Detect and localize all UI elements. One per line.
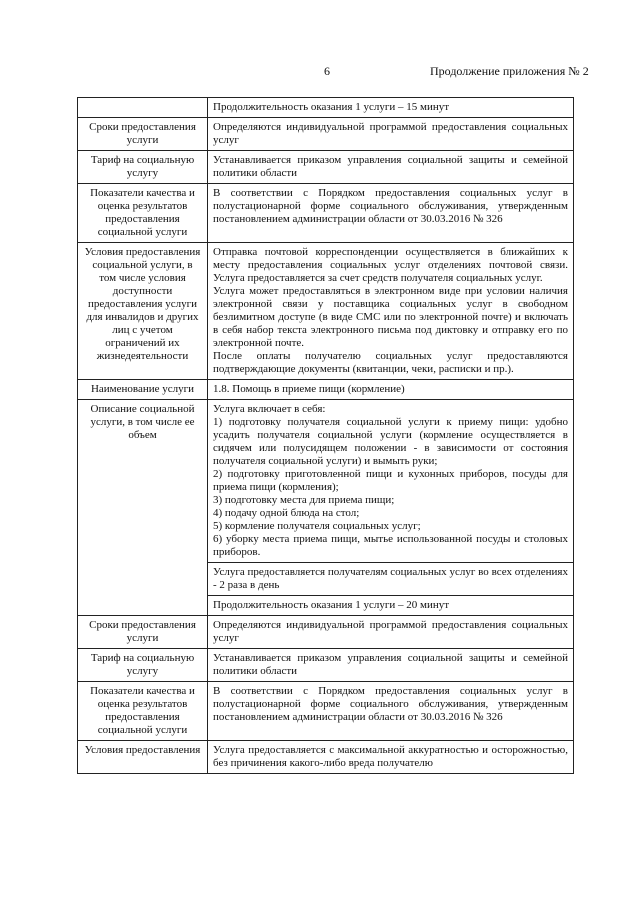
row-value: Определяются индивидуальной программой предоставления социальных услуг: [208, 118, 574, 151]
paragraph: После оплаты получателю социальных услуг предоставляются подтверждающие документы (квитанции, чеки, расписки и пр.).: [213, 350, 568, 375]
table-row: [78, 400, 574, 563]
empty-label-cell: [78, 98, 208, 118]
list-item: 6) уборку места приема пищи, мытье использованной посуды и столовых приборов.: [213, 533, 568, 558]
list-item: 5) кормление получателя социальных услуг;: [213, 520, 421, 532]
row-label: Тариф на социальную услугу: [78, 649, 208, 682]
row-label: Условия предоставления: [78, 741, 208, 774]
row-label: Сроки предоставления услуги: [78, 118, 208, 151]
service-table: [77, 97, 574, 774]
paragraph: Отправка почтовой корреспонденции осуществляется в ближайших к месту предоставления социальных услуг отделениях почтовой связи. Услуга предоставляется за счет средств получателя социальных услуг.: [213, 246, 568, 284]
list-item: 4) подачу одной блюда на стол;: [213, 507, 360, 519]
row-label: Наименование услуги: [78, 380, 208, 400]
row-label: Показатели качества и оценка результатов предоставления социальной услуги: [78, 184, 208, 243]
table-row: [78, 243, 574, 380]
table-row: [78, 184, 574, 243]
table-row: [78, 380, 574, 400]
row-label: Условия предоставления социальной услуги, в том числе условия доступности предоставления услуги для инвалидов и других лиц с учетом ограничений их жизнедеятельности: [78, 243, 208, 380]
appendix-continuation: Продолжение приложения № 2: [430, 64, 589, 78]
row-label: Тариф на социальную услугу: [78, 151, 208, 184]
table-row: [78, 741, 574, 774]
row-value: Услуга предоставляется с максимальной аккуратностью и осторожностью, без причинения какого-либо вреда получателю: [208, 741, 574, 774]
row-value: Определяются индивидуальной программой предоставления социальных услуг: [208, 616, 574, 649]
paragraph: Услуга может предоставляться в электронном виде при условии наличия электронной связи у поставщика социальных услуг в свободном безлимитном доступе (в виде СМС или по электронной почте) и включать в себя набор текста электронного письма под диктовку и отправку его по электронной почте.: [213, 285, 568, 349]
duration-value: Продолжительность оказания 1 услуги – 20 минут: [208, 596, 574, 616]
table-row: [78, 682, 574, 741]
service-name: 1.8. Помощь в приеме пищи (кормление): [208, 380, 574, 400]
table-row: [78, 118, 574, 151]
list-item: 3) подготовку места для приема пищи;: [213, 494, 395, 506]
list-intro: Услуга включает в себя:: [213, 403, 326, 415]
list-item: 1) подготовку получателя социальной услуги к приему пищи: удобно усадить получателя социальной услуги (кормление осуществляется в сидячем или полусидящем положении - в зависимости от состояния получателя социальной услуги) и вымыть руки;: [213, 416, 568, 467]
table-row: [78, 98, 574, 118]
row-label: Сроки предоставления услуги: [78, 616, 208, 649]
table-row: [78, 649, 574, 682]
row-value: [208, 243, 574, 380]
table-row: [78, 151, 574, 184]
duration-value: Продолжительность оказания 1 услуги – 15 минут: [208, 98, 574, 118]
row-value: В соответствии с Порядком предоставления социальных услуг в полустационарной форме социального обслуживания, утвержденным постановлением администрации области от 30.03.2016 № 326: [208, 682, 574, 741]
row-label: Показатели качества и оценка результатов предоставления социальной услуги: [78, 682, 208, 741]
row-value: В соответствии с Порядком предоставления социальных услуг в полустационарной форме социального обслуживания, утвержденным постановлением администрации области от 30.03.2016 № 326: [208, 184, 574, 243]
row-label: Описание социальной услуги, в том числе ее объем: [78, 400, 208, 616]
row-value: Устанавливается приказом управления социальной защиты и семейной политики области: [208, 649, 574, 682]
table-row: [78, 616, 574, 649]
page-number: 6: [324, 64, 330, 78]
row-value: [208, 400, 574, 563]
list-item: 2) подготовку приготовленной пищи и кухонных приборов, посуды для приема пищи (кормления);: [213, 468, 568, 493]
row-value: Услуга предоставляется получателям социальных услуг во всех отделениях - 2 раза в день: [208, 563, 574, 596]
row-value: Устанавливается приказом управления социальной защиты и семейной политики области: [208, 151, 574, 184]
